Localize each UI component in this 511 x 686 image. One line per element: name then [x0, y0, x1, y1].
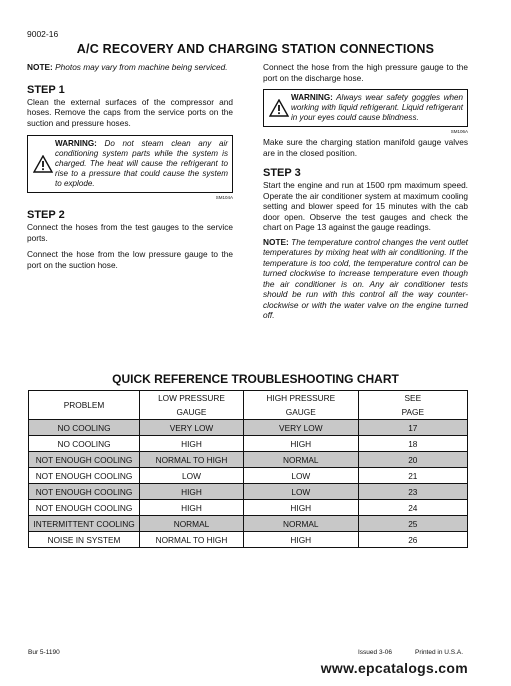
warning-label: WARNING:	[55, 139, 97, 148]
header-low-pressure: LOW PRESSURE	[140, 391, 244, 406]
warning-label: WARNING:	[291, 93, 333, 102]
cell-high: NORMAL	[243, 452, 358, 468]
warning-text	[291, 93, 463, 123]
figure-code: SM106A	[450, 129, 468, 134]
cell-high: HIGH	[243, 532, 358, 548]
cell-high: NORMAL	[243, 516, 358, 532]
troubleshooting-table	[28, 390, 468, 548]
table-row	[29, 516, 468, 532]
chart-title: QUICK REFERENCE TROUBLESHOOTING CHART	[112, 372, 399, 386]
cell-problem: NO COOLING	[29, 420, 140, 436]
warning-body: Always wear safety goggles when working with liquid refrigerant. Liquid refrigerant in your eyes could cause blindness.	[291, 93, 463, 122]
cell-page: 20	[358, 452, 467, 468]
cell-page: 25	[358, 516, 467, 532]
warning-text	[55, 139, 228, 189]
warning-triangle-icon	[31, 155, 55, 173]
cell-low: NORMAL TO HIGH	[140, 532, 244, 548]
header-high-pressure: HIGH PRESSURE	[243, 391, 358, 406]
cell-problem: NO COOLING	[29, 436, 140, 452]
cell-page: 18	[358, 436, 467, 452]
cell-low: NORMAL TO HIGH	[140, 452, 244, 468]
cell-problem: NOT ENOUGH COOLING	[29, 468, 140, 484]
table-row	[29, 532, 468, 548]
step2-heading: STEP 2	[27, 209, 65, 221]
page-title: A/C RECOVERY AND CHARGING STATION CONNECTIONS	[76, 42, 435, 56]
step3-heading: STEP 3	[263, 167, 301, 179]
header-page: PAGE	[358, 405, 467, 420]
table-row	[29, 420, 468, 436]
cell-page: 24	[358, 500, 467, 516]
page-code: 9002-16	[27, 29, 59, 39]
warning-box-goggles	[263, 89, 468, 127]
step3-text: Start the engine and run at 1500 rpm maximum speed. Operate the air conditioner system at maximum cooling setting and blower speed for 15 minutes with the cab door open. Observe the test gauges and check the chart on Page 13 against the gauge readings.	[263, 180, 468, 232]
cell-high: VERY LOW	[243, 420, 358, 436]
table-header-row	[29, 391, 468, 406]
cell-low: HIGH	[140, 436, 244, 452]
cell-page: 23	[358, 484, 467, 500]
note-text: The temperature control changes the vent outlet temperatures by mixing heat with air conditioning. If the temperature is too cold, the temperature control can be turned clockwise to increase temperature even though the air conditioner is on. Any air conditioner tests should be run with this control all the way counter-clockwise or with the water valve on the engine turned off.	[263, 236, 468, 320]
cell-high: LOW	[243, 468, 358, 484]
cell-problem: NOT ENOUGH COOLING	[29, 484, 140, 500]
cell-low: LOW	[140, 468, 244, 484]
cell-high: HIGH	[243, 436, 358, 452]
cell-low: HIGH	[140, 484, 244, 500]
footer-printed: Printed in U.S.A.	[415, 649, 464, 656]
cell-high: LOW	[243, 484, 358, 500]
cell-high: HIGH	[243, 500, 358, 516]
note-label: NOTE:	[27, 62, 53, 72]
footer-issued: Issued 3-06	[358, 649, 392, 656]
table-row	[29, 484, 468, 500]
step2-text-1: Connect the hoses from the test gauges to the service ports.	[27, 222, 233, 243]
note-label: NOTE:	[263, 236, 289, 247]
cell-problem: INTERMITTENT COOLING	[29, 516, 140, 532]
cell-page: 26	[358, 532, 467, 548]
right-column	[263, 62, 468, 321]
note-text: Photos may vary from machine being serviced.	[55, 62, 228, 72]
cell-page: 17	[358, 420, 467, 436]
watermark: www.epcatalogs.com	[320, 660, 468, 676]
discharge-hose-text: Connect the hose from the high pressure gauge to the port on the discharge hose.	[263, 62, 468, 83]
valves-text: Make sure the charging station manifold gauge valves are in the closed position.	[263, 137, 468, 158]
cell-problem: NOT ENOUGH COOLING	[29, 452, 140, 468]
left-column	[27, 62, 233, 270]
table-row	[29, 468, 468, 484]
warning-body: Do not steam clean any air conditioning system parts while the system is charged. The heat will cause the refrigerant to rise to a pressure that could cause the system to explode.	[55, 139, 229, 188]
figure-code: SM104A	[215, 195, 233, 200]
header-high-gauge: GAUGE	[243, 405, 358, 420]
photo-note	[27, 62, 233, 73]
table-row	[29, 452, 468, 468]
step2-text-2: Connect the hose from the low pressure gauge to the port on the suction hose.	[27, 249, 233, 270]
warning-box-steam	[27, 135, 233, 193]
step1-text: Clean the external surfaces of the compressor and hoses. Remove the caps from the service ports on the suction and pressure hoses.	[27, 96, 233, 128]
cell-problem: NOT ENOUGH COOLING	[29, 500, 140, 516]
warning-triangle-icon	[267, 99, 291, 117]
footer-code: Bur 5-1190	[28, 649, 60, 656]
cell-low: VERY LOW	[140, 420, 244, 436]
table-row	[29, 436, 468, 452]
cell-low: NORMAL	[140, 516, 244, 532]
header-low-gauge: GAUGE	[140, 405, 244, 420]
header-problem: PROBLEM	[29, 391, 140, 420]
header-see-page: SEE	[358, 391, 467, 406]
cell-low: HIGH	[140, 500, 244, 516]
temperature-note	[263, 237, 468, 321]
step1-heading: STEP 1	[27, 83, 65, 96]
cell-problem: NOISE IN SYSTEM	[29, 532, 140, 548]
cell-page: 21	[358, 468, 467, 484]
table-row	[29, 500, 468, 516]
